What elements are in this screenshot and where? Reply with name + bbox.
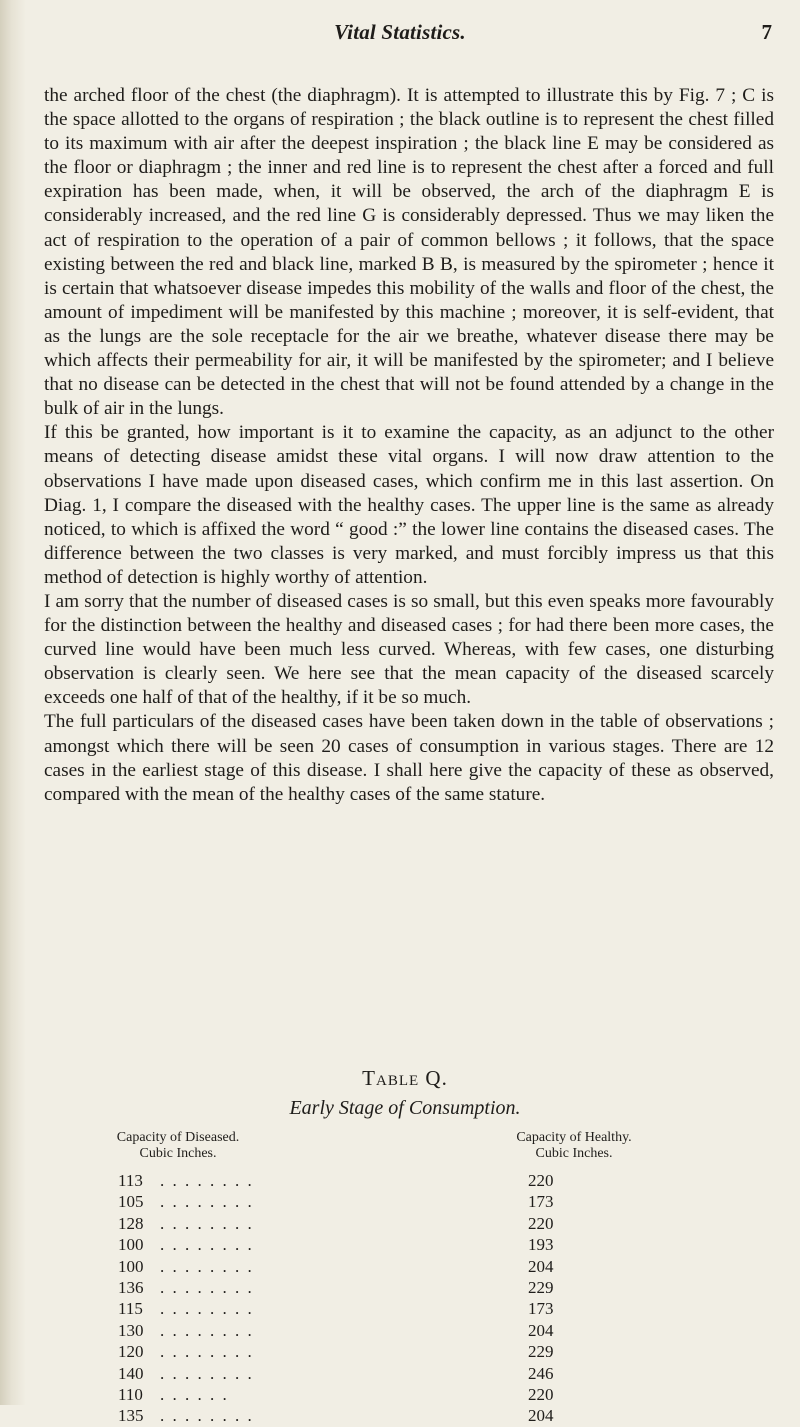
table-row	[0, 1277, 800, 1298]
column-header-diseased	[88, 1130, 268, 1162]
running-head	[0, 20, 800, 50]
table-row	[0, 1213, 800, 1234]
running-title: Vital Statistics.	[334, 20, 466, 44]
diseased-value: 100	[118, 1235, 144, 1255]
column-header-diseased-unit: Cubic Inches.	[139, 1146, 217, 1161]
table-row	[0, 1405, 800, 1426]
paragraph-3: I am sorry that the number of diseased cases is so small, but this even speaks more favourably for the distinction between the healthy and diseased cases ; for had there been more cases, the curved line would have been much less curved. Whereas, with few cases, one disturbing observation is clearly seen. We here see that the mean capacity of the diseased scarcely exceeds one half of that of the healthy, if it be so much.	[44, 590, 774, 709]
diseased-value: 110	[118, 1384, 143, 1404]
column-header-healthy-unit: Cubic Inches.	[535, 1146, 613, 1161]
leader-dots: . . . . . . . .	[160, 1299, 254, 1319]
leader-dots: . . . . . . . .	[160, 1406, 254, 1426]
healthy-value: 220	[528, 1171, 554, 1190]
leader-dots: . . . . . . . .	[160, 1192, 254, 1212]
table-row	[0, 1363, 800, 1384]
paragraph-1: the arched floor of the chest (the diaphragm). It is attempted to illustrate this by Fig. 7 ; C is the space allotted to the organs of respiration ; the black outline is to represent the chest filled to its maximum with air after the deepest inspiration ; the black line E may be considered as the floor or diaphragm ; the inner and red line is to represent the chest after a forced and full expiration has been made, when, it will be observed, the arch of the diaphragm E is considerably increased, and the red line G is considerably depressed. Thus we may liken the act of respiration to the operation of a pair of common bellows ; it follows, that the space existing between the red and black line, marked B B, is measured by the spirometer ; hence it is certain that whatsoever disease impedes this mobility of the walls and floor of the chest, the amount of impediment will be manifested by this machine ; moreover, it is self-evident, that as the lungs are the sole receptacle for the air we breathe, whatever disease there may be which affects their permeability for air, it will be manifested by the spirometer; and I believe that no disease can be detected in the chest that will not be found attended by a change in the bulk of air in the lungs.	[44, 85, 774, 420]
healthy-value: 173	[528, 1299, 554, 1319]
healthy-value: 204	[528, 1406, 554, 1426]
leader-dots: . . . . . .	[160, 1384, 229, 1404]
table-row	[0, 1234, 800, 1255]
leader-dots: . . . . . . . .	[160, 1277, 254, 1297]
table-q	[0, 1066, 800, 1427]
leader-dots: . . . . . . . .	[160, 1213, 254, 1233]
table-row	[0, 1298, 800, 1319]
diseased-value: 140	[118, 1363, 144, 1383]
table-row	[0, 1320, 800, 1341]
leader-dots: . . . . . . . .	[160, 1235, 254, 1255]
column-header-healthy	[484, 1130, 664, 1162]
healthy-value: 193	[528, 1235, 554, 1255]
healthy-value: 204	[528, 1320, 554, 1340]
table-row	[0, 1191, 800, 1212]
table-row	[0, 1384, 800, 1405]
leader-dots: . . . . . . . .	[160, 1256, 254, 1276]
diseased-value: 120	[118, 1342, 144, 1362]
page-number: 7	[761, 20, 772, 44]
leader-dots: . . . . . . . .	[160, 1363, 254, 1383]
table-subtitle: Early Stage of Consumption.	[289, 1097, 521, 1119]
healthy-value: 173	[528, 1192, 554, 1212]
paragraph-4: The full particulars of the diseased cases have been taken down in the table of observations ; amongst which there will be seen 20 cases of consumption in various stages. There are 12 cases in the earliest stage of this disease. I shall here give the capacity of these as observed, compared with the mean of the healthy cases of the same stature.	[44, 711, 774, 805]
body-text	[44, 84, 774, 807]
table-rows	[0, 1170, 800, 1427]
table-column-headers	[0, 1130, 800, 1170]
leader-dots: . . . . . . . .	[160, 1342, 254, 1362]
healthy-value: 220	[528, 1213, 554, 1233]
diseased-value: 100	[118, 1256, 144, 1276]
table-row	[0, 1170, 800, 1191]
diseased-value: 135	[118, 1406, 144, 1426]
healthy-value: 204	[528, 1256, 554, 1276]
paragraph-2: If this be granted, how important is it to examine the capacity, as an adjunct to the other means of detecting disease amidst these vital organs. I will now draw attention to the observations I have made upon diseased cases, which confirm me in this last assertion. On Diag. 1, I compare the diseased with the healthy cases. The upper line is the same as already noticed, to which is affixed the word “ good :” the lower line contains the diseased cases. The difference between the two classes is very marked, and must forcibly impress us that this method of detection is highly worthy of attention.	[44, 422, 774, 588]
diseased-value: 105	[118, 1192, 144, 1212]
table-row	[0, 1256, 800, 1277]
table-row	[0, 1341, 800, 1362]
diseased-value: 128	[118, 1213, 144, 1233]
column-header-diseased-title: Capacity of Diseased.	[116, 1130, 240, 1145]
diseased-value: 115	[118, 1299, 143, 1319]
leader-dots: . . . . . . . .	[160, 1320, 254, 1340]
diseased-value: 136	[118, 1277, 144, 1297]
diseased-value: 113	[118, 1171, 143, 1190]
healthy-value: 220	[528, 1384, 554, 1404]
table-title: Table Q.	[362, 1066, 448, 1090]
healthy-value: 229	[528, 1277, 554, 1297]
column-header-healthy-title: Capacity of Healthy.	[516, 1130, 632, 1145]
diseased-value: 130	[118, 1320, 144, 1340]
healthy-value: 229	[528, 1342, 554, 1362]
healthy-value: 246	[528, 1363, 554, 1383]
leader-dots: . . . . . . . .	[160, 1171, 254, 1190]
